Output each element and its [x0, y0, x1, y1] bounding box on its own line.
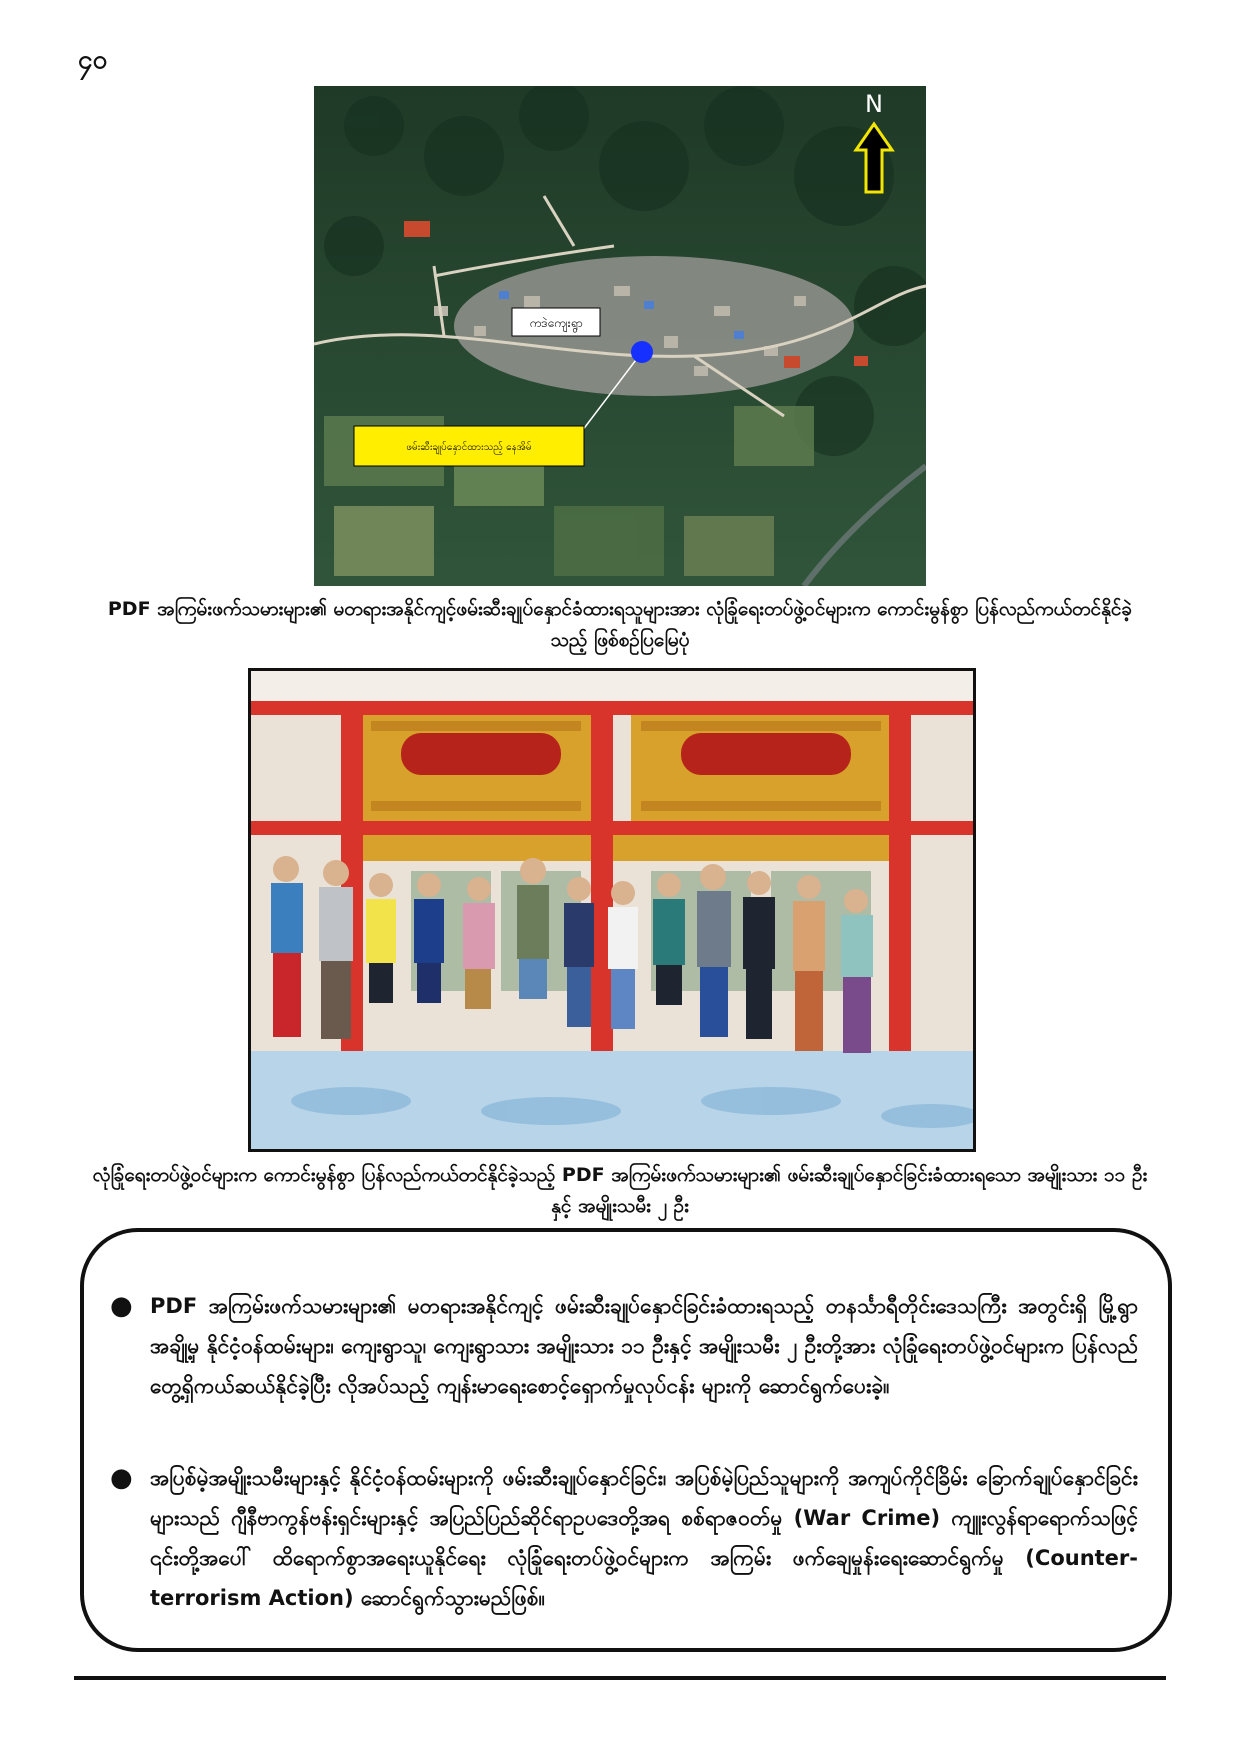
north-label: N: [865, 90, 883, 118]
notice-item: [110, 1458, 1138, 1618]
satellite-map: [314, 86, 926, 586]
notice-box: [80, 1228, 1172, 1652]
bullet-icon: ●: [110, 1291, 133, 1321]
satellite-map-image: [314, 86, 926, 586]
bottom-rule: [74, 1676, 1166, 1680]
notice-item: [110, 1286, 1138, 1406]
village-label: ကဒဲကျေးရွာ: [529, 316, 583, 330]
page-number: ၄၀: [78, 45, 108, 75]
notice-text: PDF အကြမ်းဖက်သမားများ၏ မတရားအနိုင်ကျင့် ဖမ်းဆီးချုပ်နှောင်ခြင်းခံထားရသည့် တနင်္သာရီတိုင်းဒေသကြီး အတွင်းရှိ မြို့ရွာအချို့မှ နိုင်ငံ့ဝန်ထမ်းများ၊ ကျေးရွာသူ၊ ကျေးရွာသား အမျိုးသား ၁၁ ဦးနှင့် အမျိုးသမီး ၂ ဦးတို့အား လုံခြုံရေးတပ်ဖွဲ့ဝင်များက ပြန်လည်တွေ့ရှိကယ်ဆယ်နိုင်ခဲ့ပြီး လိုအပ်သည့် ကျန်းမာရေးစောင့်ရှောက်မှုလုပ်ငန်း များကို ဆောင်ရွက်ပေးခဲ့။: [150, 1294, 1138, 1398]
location-marker: [631, 341, 653, 363]
notice-text: အပြစ်မဲ့အမျိုးသမီးများနှင့် နိုင်ငံ့ဝန်ထမ်းများကို ဖမ်းဆီးချုပ်နှောင်ခြင်း၊ အပြစ်မဲ့ပြည်သူများကို အကျပ်ကိုင်ခြိမ်း ခြောက်ချုပ်နှောင်ခြင်းများသည် ဂျီနီဗာကွန်ဗန်းရှင်းများနှင့် အပြည်ပြည်ဆိုင်ရာဥပဒေတို့အရ စစ်ရာဇဝတ်မှု (War Crime) ကျူးလွန်ရာရောက်သဖြင့် ၎င်းတို့အပေါ် ထိရောက်စွာအရေးယူနိုင်ရေး လုံခြုံရေးတပ်ဖွဲ့ဝင်များက အကြမ်း ဖက်ချေမှုန်းရေးဆောင်ရွက်မှု (Counter-terrorism Action) ဆောင်ရွက်သွားမည်ဖြစ်။: [150, 1466, 1138, 1610]
map-caption: PDF အကြမ်းဖက်သမားများ၏ မတရားအနိုင်ကျင့်ဖမ်းဆီးချုပ်နှောင်ခံထားရသူများအား လုံခြုံရေးတပ်ဖွဲ့ဝင်များက ကောင်းမွန်စွာ ပြန်လည်ကယ်တင်နိုင်ခဲ့သည့် ဖြစ်စဉ်ပြမြေပုံ: [107, 598, 1133, 651]
bullet-icon: ●: [110, 1463, 133, 1493]
photo-caption: လုံခြုံရေးတပ်ဖွဲ့ဝင်များက ကောင်းမွန်စွာ ပြန်လည်ကယ်တင်နိုင်ခဲ့သည့် PDF အကြမ်းဖက်သမားများ၏ ဖမ်းဆီးချုပ်နှောင်ခြင်းခံထားရသော အမျိုးသား ၁၁ ဦးနှင့် အမျိုးသမီး ၂ ဦး: [92, 1164, 1148, 1217]
location-label: ဖမ်းဆီးချုပ်နှောင်ထားသည့် နေအိမ်: [406, 442, 532, 453]
group-photo-image: [251, 671, 973, 1149]
group-photo: [248, 668, 976, 1152]
